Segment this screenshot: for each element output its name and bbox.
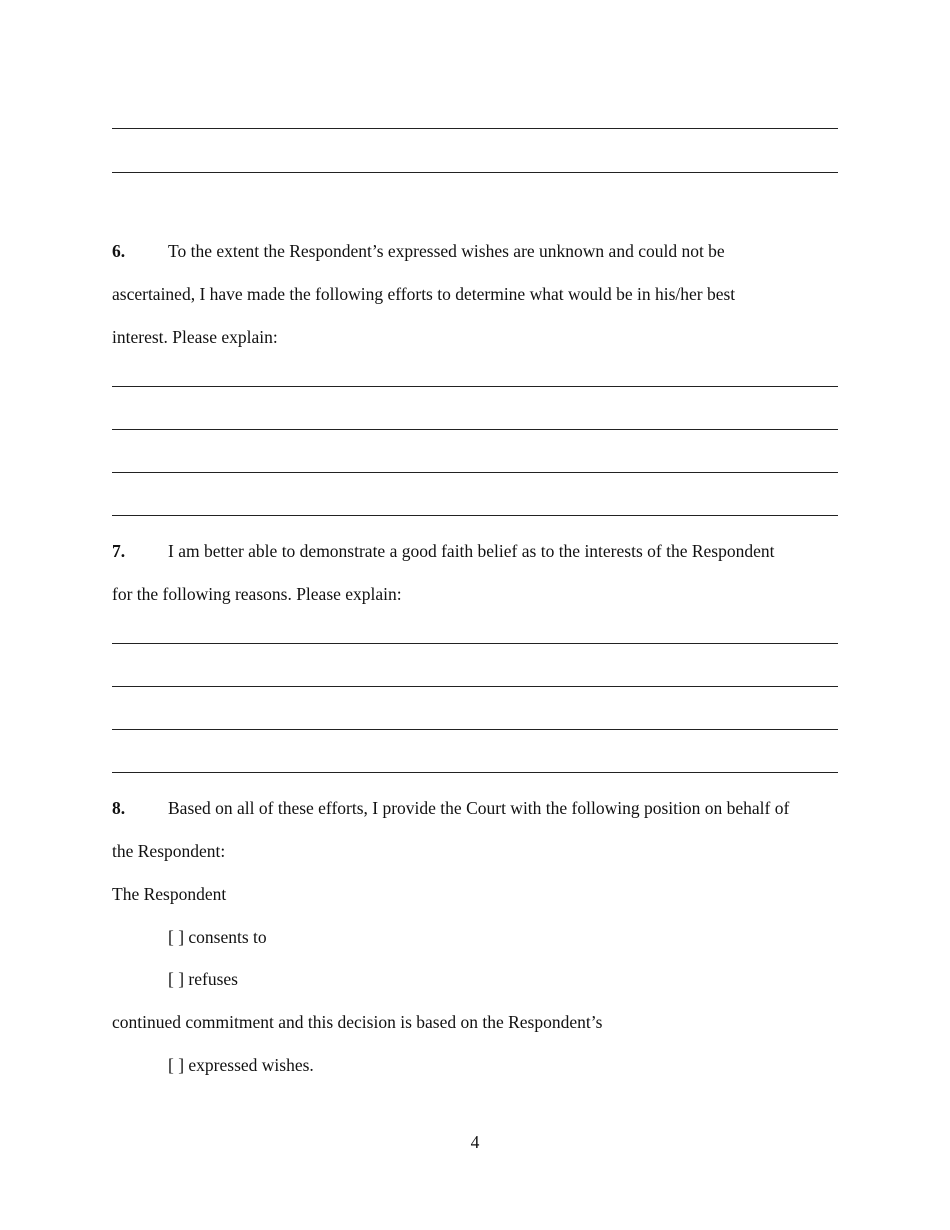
consents-checkbox[interactable]: [ ] consents to — [168, 927, 267, 947]
section-8-number: 8. — [112, 798, 126, 818]
section-6-answer-line[interactable] — [112, 515, 838, 516]
section-7-answer-line[interactable] — [112, 686, 838, 687]
section-7-answer-line[interactable] — [112, 729, 838, 730]
section-8-text: Based on all of these efforts, I provide the Court with the following position on behalf of — [168, 798, 790, 818]
section-7-line-1 — [112, 540, 774, 562]
expressed-wishes-checkbox[interactable]: [ ] expressed wishes. — [168, 1055, 314, 1075]
answer-line[interactable] — [112, 128, 838, 129]
section-7-number: 7. — [112, 541, 126, 561]
section-7-answer-line[interactable] — [112, 643, 838, 644]
respondent-label: The Respondent — [112, 884, 227, 904]
section-7-line-2: for the following reasons. Please explain: — [112, 584, 402, 604]
page-number: 4 — [470, 1132, 480, 1152]
section-6-text: To the extent the Respondent’s expressed wishes are unknown and could not be — [168, 241, 725, 261]
section-6-line-1 — [112, 240, 725, 262]
continued-commitment-text: continued commitment and this decision is based on the Respondent’s — [112, 1012, 603, 1032]
section-6-answer-line[interactable] — [112, 472, 838, 473]
section-6-answer-line[interactable] — [112, 386, 838, 387]
answer-line[interactable] — [112, 172, 838, 173]
section-7-answer-line[interactable] — [112, 772, 838, 773]
section-8-line-2: the Respondent: — [112, 841, 226, 861]
section-6-number: 6. — [112, 241, 126, 261]
section-6-answer-line[interactable] — [112, 429, 838, 430]
section-8-line-1 — [112, 797, 789, 819]
section-7-text: I am better able to demonstrate a good faith belief as to the interests of the Respondent — [168, 541, 775, 561]
section-6-line-2: ascertained, I have made the following efforts to determine what would be in his/her best — [112, 284, 736, 304]
section-6-line-3: interest. Please explain: — [112, 327, 278, 347]
refuses-checkbox[interactable]: [ ] refuses — [168, 969, 238, 989]
